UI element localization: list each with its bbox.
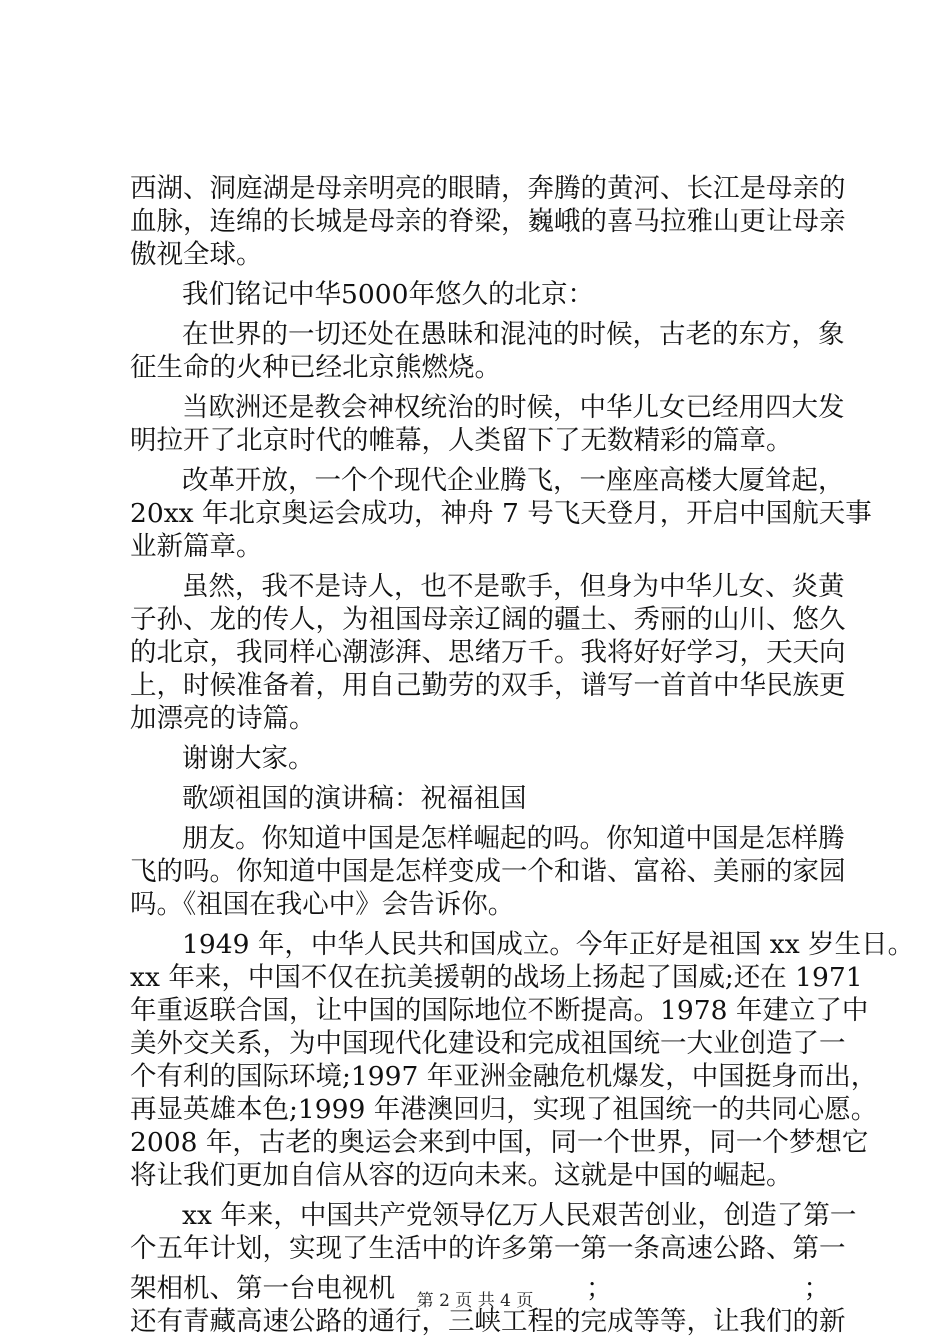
page-footer <box>0 1290 950 1312</box>
text-line: 个有利的国际环境;1997 年亚洲金融危机爆发，中国挺身而出， <box>130 1061 878 1092</box>
text-line: 虽然，我不是诗人，也不是歌手，但身为中华儿女、炎黄 <box>182 571 845 602</box>
text-line: 吗。《祖国在我心中》会告诉你。 <box>130 889 515 920</box>
text-line: 血脉，连绵的长城是母亲的脊梁，巍峨的喜马拉雅山更让母亲 <box>130 206 846 237</box>
text-line: 上，时候准备着，用自己勤劳的双手，谱写一首首中华民族更 <box>130 670 846 701</box>
text-line: 傲视全球。 <box>130 239 263 270</box>
text-line: 美外交关系，为中国现代化建设和完成祖国统一大业创造了一 <box>130 1028 846 1059</box>
text-line: 业新篇章。 <box>130 531 263 562</box>
text-line: 子孙、龙的传人，为祖国母亲辽阔的疆土、秀丽的山川、悠久 <box>130 604 846 635</box>
text-line: 飞的吗。你知道中国是怎样变成一个和谐、富裕、美丽的家园 <box>130 856 846 887</box>
text-line: 的北京，我同样心潮澎湃、思绪万千。我将好好学习，天天向 <box>130 637 846 668</box>
text-line: 将让我们更加自信从容的迈向未来。这就是中国的崛起。 <box>130 1160 793 1191</box>
text-line: xx 年来，中国共产党领导亿万人民艰苦创业，创造了第一 <box>182 1200 857 1231</box>
document-body <box>130 172 915 1338</box>
text-segment: ； <box>803 1273 830 1304</box>
text-line: 20xx 年北京奥运会成功，神舟 7 号飞天登月，开启中国航天事 <box>130 498 872 529</box>
text-line: 改革开放，一个个现代企业腾飞，一座座高楼大厦耸起， <box>182 465 845 496</box>
text-line: 歌颂祖国的演讲稿：祝福祖国 <box>182 783 527 814</box>
page-number: 第 2 页 共 4 页 <box>416 1291 534 1311</box>
text-line: 明拉开了北京时代的帷幕，人类留下了无数精彩的篇章。 <box>130 425 793 456</box>
text-line: 谢谢大家。 <box>182 743 315 774</box>
text-line: 年重返联合国，让中国的国际地位不断提高。1978 年建立了中 <box>130 995 869 1026</box>
text-line: 个五年计划，实现了生活中的许多第一第一条高速公路、第一 <box>130 1233 846 1264</box>
text-line: 征生命的火种已经北京熊燃烧。 <box>130 352 501 383</box>
text-line: 我们铭记中华5000年悠久的北京： <box>182 279 594 310</box>
text-line: xx 年来，中国不仅在抗美援朝的战场上扬起了国威;还在 1971 <box>130 962 863 993</box>
text-line: 朋友。你知道中国是怎样崛起的吗。你知道中国是怎样腾 <box>182 823 845 854</box>
text-line: 加漂亮的诗篇。 <box>130 703 316 734</box>
text-line: 1949 年，中华人民共和国成立。今年正好是祖国 xx 岁生日。 <box>182 929 915 960</box>
text-line: 西湖、洞庭湖是母亲明亮的眼睛，奔腾的黄河、长江是母亲的 <box>130 173 846 204</box>
text-line: 当欧洲还是教会神权统治的时候，中华儿女已经用四大发 <box>182 392 845 423</box>
text-line: 再显英雄本色;1999 年港澳回归，实现了祖国统一的共同心愿。 <box>130 1094 878 1125</box>
text-line: 还有青藏高速公路的通行，三峡工程的完成等等，让我们的新 <box>130 1306 846 1337</box>
text-line: 2008 年，古老的奥运会来到中国，同一个世界，同一个梦想它 <box>130 1127 869 1158</box>
text-line: 在世界的一切还处在愚昧和混沌的时候，古老的东方，象 <box>182 319 845 350</box>
text-segment: 架相机、第一台电视机 <box>130 1273 395 1304</box>
text-segment: ； <box>586 1273 613 1304</box>
